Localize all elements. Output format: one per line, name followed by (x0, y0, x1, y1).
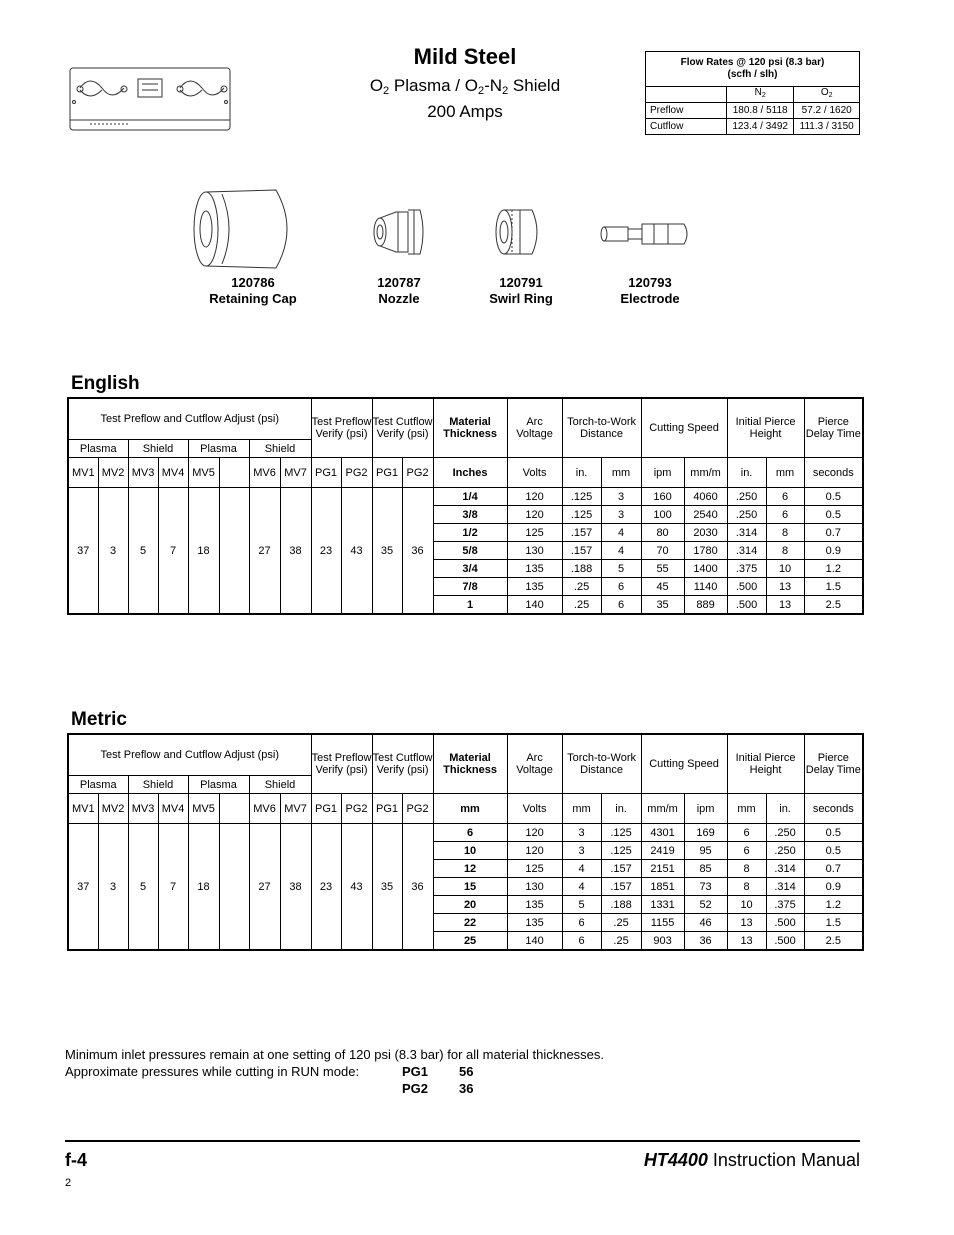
table-row: 37 3 5 7 18 27 38 23 43 35 36 1/4 120 .125 3 160 4060 .250 6 0.5 (68, 488, 863, 506)
pg1-label: PG1 (402, 1064, 429, 1079)
pg2-value: 36 (459, 1081, 474, 1096)
flow-rates-table (645, 51, 860, 135)
page-title: Mild Steel (413, 44, 517, 69)
part-electrode: 120793 Electrode (620, 275, 680, 306)
electrode-illustration (598, 218, 692, 250)
pg1-value: 56 (459, 1064, 474, 1079)
amperage: 200 Amps (427, 102, 503, 121)
part-retaining-cap: 120786 Retaining Cap (209, 275, 297, 306)
nozzle-illustration (368, 206, 430, 258)
table-row: Cutflow 123.4 / 3492 111.3 / 3150 (646, 119, 860, 135)
english-heading: English (71, 373, 140, 394)
table-row: 25 140 6 .25 903 36 13 .500 2.5 (68, 932, 863, 951)
footer-rule (65, 1140, 860, 1142)
manual-title: HT4400 Instruction Manual (643, 1150, 860, 1170)
table-row: 1/2 125 .157 4 80 2030 .314 8 0.7 (68, 524, 863, 542)
col-n2: $N_2$ (727, 87, 794, 103)
table-row: 3/8 120 .125 3 100 2540 .250 6 0.5 (68, 506, 863, 524)
table-row: 10 120 3 .125 2419 95 6 .250 0.5 (68, 842, 863, 860)
page-number: 2 (65, 1177, 72, 1189)
part-nozzle: 120787 Nozzle (377, 275, 421, 306)
metric-heading: Metric (71, 709, 127, 730)
table-row: 7/8 135 .25 6 45 1140 .500 13 1.5 (68, 578, 863, 596)
retaining-cap-illustration (190, 186, 305, 272)
run-mode-note: Approximate pressures while cutting in RUN mode: (65, 1064, 360, 1079)
table-row: 1 140 .25 6 35 889 .500 13 2.5 (68, 596, 863, 615)
table-row: 15 130 4 .157 1851 73 8 .314 0.9 (68, 878, 863, 896)
console-illustration (66, 62, 234, 138)
table-row: 20 135 5 .188 1331 52 10 .375 1.2 (68, 896, 863, 914)
table-row: 22 135 6 .25 1155 46 13 .500 1.5 (68, 914, 863, 932)
pg2-label: PG2 (402, 1081, 429, 1096)
section-number: f-4 (65, 1150, 87, 1170)
process-subtitle: $O_2$ Plasma / $O_2-N_2$ Shield (369, 76, 561, 97)
table-row: Preflow 180.8 / 5118 57.2 / 1620 (646, 103, 860, 119)
english-cut-chart: Test Preflow and Cutflow Adjust (psi) Test Preflow Verify (psi) Test Cutflow Verify (psi) Material Thickness Arc Voltage Torch-to-Work Distance Cutting Speed Initial Pierce Height Pierce Delay Time Plasma Shield Plasma Shield MV1 MV2 MV3 MV4 MV5 MV6 MV7 PG1 PG2 PG1 PG2 Inches Volts in. mm ipm mm/m in. mm seconds 37 3 5 7 18 27 38 23 43 35 36 1/4 120 .125 3 160 4060 .250 6 0.5 3/8 120 .125 3 100 2540 .250 6 0.5 1/2 125 .157 4 80 2030 .314 8 0.7 5/8 130 .157 4 70 1780 .314 8 0.9 3/4 135 .188 5 55 1400 .375 10 1.2 7/8 135 .25 6 45 1140 .500 13 1.5 1 140 .25 6 35 889 .500 13 2.5 (67, 397, 864, 615)
table-row: 37 3 5 7 18 27 38 23 43 35 36 6 120 3 .125 4301 169 6 .250 0.5 (68, 824, 863, 842)
inlet-pressure-note: Minimum inlet pressures remain at one setting of 120 psi (8.3 bar) for all material thicknesses. (65, 1047, 605, 1062)
col-o2: $O_2$ (794, 87, 860, 103)
swirl-ring-illustration (492, 206, 548, 258)
table-row: 3/4 135 .188 5 55 1400 .375 10 1.2 (68, 560, 863, 578)
table-row: 5/8 130 .157 4 70 1780 .314 8 0.9 (68, 542, 863, 560)
metric-cut-chart: Test Preflow and Cutflow Adjust (psi) Test Preflow Verify (psi) Test Cutflow Verify (psi) Material Thickness Arc Voltage Torch-to-Work Distance Cutting Speed Initial Pierce Height Pierce Delay Time Plasma Shield Plasma Shield MV1 MV2 MV3 MV4 MV5 MV6 MV7 PG1 PG2 PG1 PG2 mm Volts mm in. mm/m ipm mm in. seconds 37 3 5 7 18 27 38 23 43 35 36 6 120 3 .125 4301 169 6 .250 0.5 10 120 3 .125 2419 95 6 .250 0.5 12 125 4 .157 2151 85 8 .314 0.7 15 130 4 .157 1851 73 8 .314 0.9 20 135 5 .188 1331 52 10 .375 1.2 22 135 6 .25 1155 46 13 .500 1.5 25 140 6 .25 903 36 13 .500 2.5 (67, 733, 864, 951)
table-row: 12 125 4 .157 2151 85 8 .314 0.7 (68, 860, 863, 878)
flow-rates-title: Flow Rates @ 120 psi (8.3 bar) (scfh / slh) (646, 52, 860, 87)
part-swirl-ring: 120791 Swirl Ring (489, 275, 553, 306)
